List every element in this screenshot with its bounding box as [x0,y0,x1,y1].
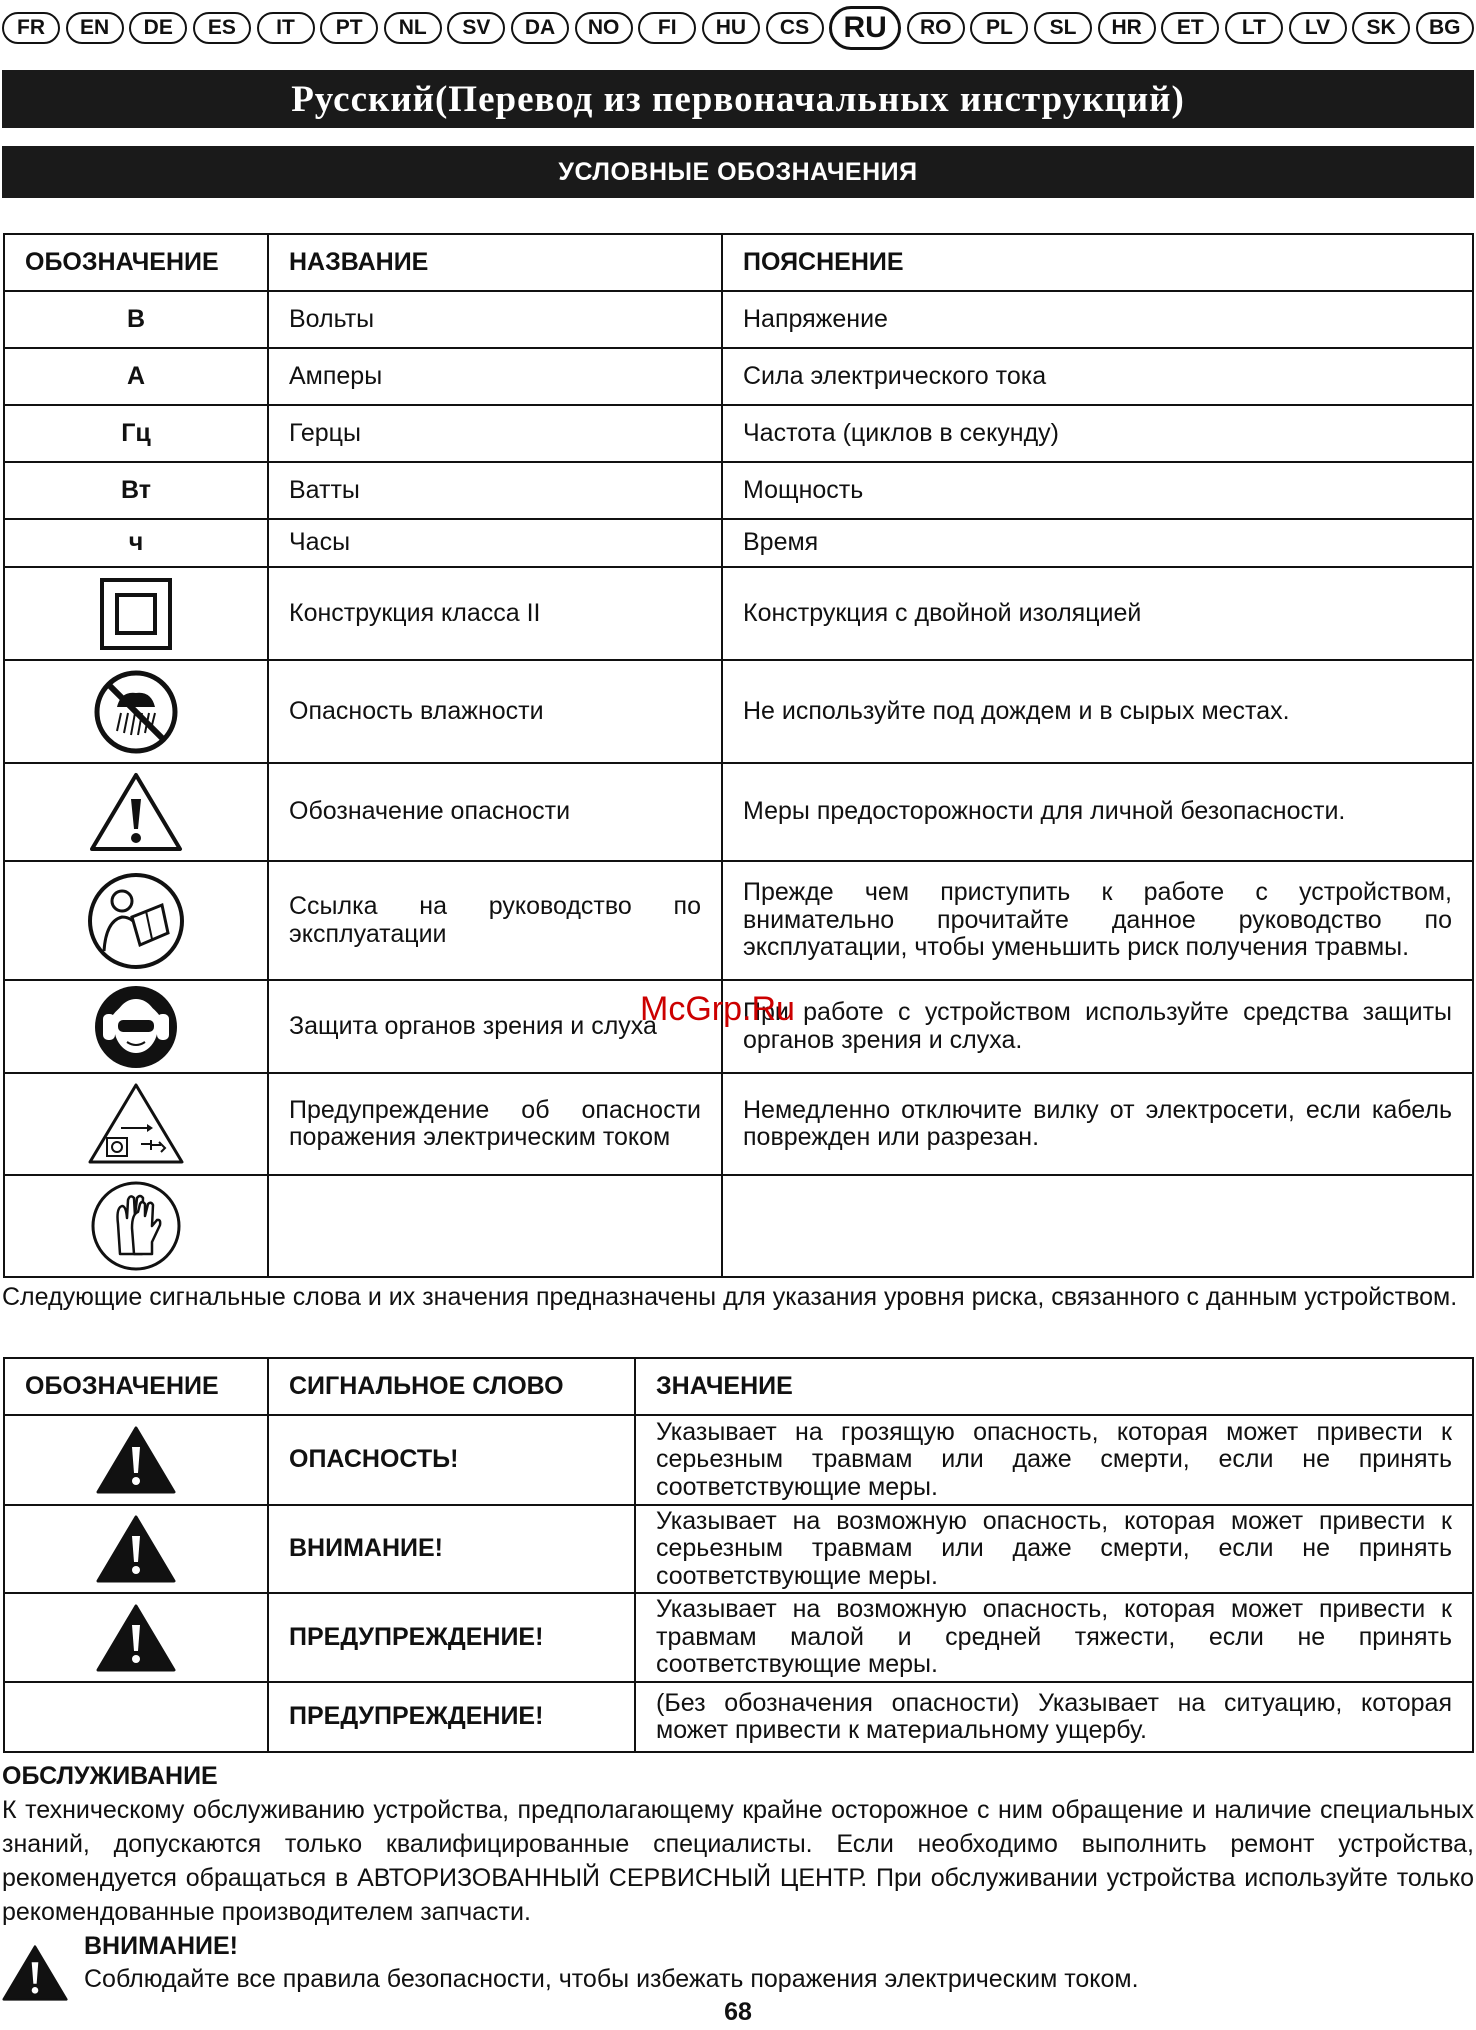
meaning-cell: (Без обозначения опасности) Указывает на ситуацию, которая может привести к материальному ущербу. [635,1682,1473,1752]
warning-text: Соблюдайте все правила безопасности, чтобы избежать поражения электрическим током. [84,1965,1139,1993]
description-cell: Мощность [722,462,1473,519]
signal-word-cell: ОПАСНОСТЬ! [268,1415,635,1505]
language-tab-ru[interactable]: RU [829,6,901,50]
table-row [4,291,1473,348]
table-row [4,1505,1473,1593]
table-row [4,519,1473,567]
name-cell: Ватты [268,462,722,519]
table-row [4,763,1473,861]
description-cell: Время [722,519,1473,567]
name-cell [268,1175,722,1277]
service-heading: ОБСЛУЖИВАНИЕ [2,1762,218,1790]
table-header-row [4,1358,1473,1415]
name-cell: Часы [268,519,722,567]
name-cell: Обозначение опасности [268,763,722,861]
table-row [4,1073,1473,1175]
table-row [4,660,1473,763]
watermark: McGrp.Ru [640,990,795,1028]
table-header-row [4,234,1473,291]
language-tab-bg[interactable]: BG [1416,12,1474,44]
language-tab-en[interactable]: EN [66,12,124,44]
column-header: СИГНАЛЬНОЕ СЛОВО [268,1358,635,1415]
warning-triangle-filled-icon [4,1505,268,1593]
column-header: ЗНАЧЕНИЕ [635,1358,1473,1415]
language-tab-hr[interactable]: HR [1098,12,1156,44]
table-row [4,348,1473,405]
service-text: К техническому обслуживанию устройства, предполагающему крайне осторожное с ним обращение и наличие специальных знаний, допускаются только квалифицированные специалисты. Если необходимо выполнить ремонт устройства, рекомендуется обращаться в АВТОРИЗОВАННЫЙ СЕРВИСНЫЙ ЦЕНТР. При обслуживании устройства используйте только рекомендованные производителем запчасти. [2,1796,1474,1926]
warning-triangle-filled-icon [4,1415,268,1505]
table-row [4,1415,1473,1505]
language-tab-lv[interactable]: LV [1289,12,1347,44]
description-cell: Меры предосторожности для личной безопасности. [722,763,1473,861]
language-tab-da[interactable]: DA [511,12,569,44]
name-cell: Ссылка на руководство по эксплуатации [268,861,722,980]
page-number: 68 [724,1998,752,2026]
page-title: Русский(Перевод из первоначальных инструкций) [2,70,1474,128]
signal-words-table [3,1357,1474,1753]
class-ii-double-square-icon [4,567,268,660]
meaning-cell: Указывает на грозящую опасность, которая может привести к серьезным травмам или даже смерти, если не принять соответствующие меры. [635,1415,1473,1505]
no-rain-icon [4,660,268,763]
name-cell: Защита органов зрения и слуха [268,980,722,1073]
language-tab-de[interactable]: DE [129,12,187,44]
warning-title: ВНИМАНИЕ! [84,1932,238,1960]
column-header: НАЗВАНИЕ [268,234,722,291]
eye-ear-protection-icon [4,980,268,1073]
language-tab-et[interactable]: ET [1161,12,1219,44]
name-cell: Предупреждение об опасности поражения электрическим током [268,1073,722,1175]
table-row [4,567,1473,660]
language-tab-es[interactable]: ES [193,12,251,44]
language-tab-no[interactable]: NO [575,12,633,44]
column-header: ОБОЗНАЧЕНИЕ [4,1358,268,1415]
signal-intro-text: Следующие сигнальные слова и их значения предназначены для указания уровня риска, связанного с данным устройством. [2,1283,1458,1311]
table-row [4,462,1473,519]
meaning-cell: Указывает на возможную опасность, которая может привести к травмам малой и средней тяжести, если не принять соответствующие меры. [635,1593,1473,1682]
description-cell: Прежде чем приступить к работе с устройством, внимательно прочитайте данное руководство по эксплуатации, чтобы уменьшить риск получения травмы. [722,861,1473,980]
language-tab-pl[interactable]: PL [970,12,1028,44]
name-cell: Амперы [268,348,722,405]
description-cell: Конструкция с двойной изоляцией [722,567,1473,660]
empty-symbol-cell [4,1682,268,1752]
meaning-cell: Указывает на возможную опасность, которая может привести к серьезным травмам или даже смерти, если не принять соответствующие меры. [635,1505,1473,1593]
language-tab-nl[interactable]: NL [384,12,442,44]
column-header: ПОЯСНЕНИЕ [722,234,1473,291]
language-tab-ro[interactable]: RO [907,12,965,44]
language-tab-cs[interactable]: CS [766,12,824,44]
name-cell: Конструкция класса II [268,567,722,660]
warning-triangle-outline-icon [4,763,268,861]
language-tab-fi[interactable]: FI [638,12,696,44]
symbol-cell: В [4,291,268,348]
electric-shock-warning-icon [4,1073,268,1175]
language-tab-it[interactable]: IT [257,12,315,44]
symbol-cell: А [4,348,268,405]
name-cell: Опасность влажности [268,660,722,763]
language-tab-sk[interactable]: SK [1352,12,1410,44]
column-header: ОБОЗНАЧЕНИЕ [4,234,268,291]
table-row [4,1593,1473,1682]
symbol-cell: Гц [4,405,268,462]
read-manual-icon [4,861,268,980]
gloves-icon [4,1175,268,1277]
section-title: УСЛОВНЫЕ ОБОЗНАЧЕНИЯ [2,146,1474,198]
table-row [4,861,1473,980]
warning-triangle-filled-icon [2,1944,68,2002]
name-cell: Вольты [268,291,722,348]
language-tab-pt[interactable]: PT [320,12,378,44]
language-tab-fr[interactable]: FR [2,12,60,44]
language-tab-sv[interactable]: SV [447,12,505,44]
name-cell: Герцы [268,405,722,462]
description-cell: Немедленно отключите вилку от электросети, если кабель поврежден или разрезан. [722,1073,1473,1175]
signal-word-cell: ВНИМАНИЕ! [268,1505,635,1593]
description-cell: При работе с устройством используйте средства защиты органов зрения и слуха. [722,980,1473,1073]
description-cell [722,1175,1473,1277]
language-tab-sl[interactable]: SL [1034,12,1092,44]
language-bar [2,8,1474,48]
table-row [4,1682,1473,1752]
description-cell: Не используйте под дождем и в сырых местах. [722,660,1473,763]
language-tab-lt[interactable]: LT [1225,12,1283,44]
description-cell: Сила электрического тока [722,348,1473,405]
language-tab-hu[interactable]: HU [702,12,760,44]
symbols-table [3,233,1474,1278]
signal-word-cell: ПРЕДУПРЕЖДЕНИЕ! [268,1593,635,1682]
signal-word-cell: ПРЕДУПРЕЖДЕНИЕ! [268,1682,635,1752]
description-cell: Частота (циклов в секунду) [722,405,1473,462]
table-row [4,405,1473,462]
table-row [4,1175,1473,1277]
symbol-cell: Вт [4,462,268,519]
symbol-cell: ч [4,519,268,567]
warning-triangle-filled-icon [4,1593,268,1682]
description-cell: Напряжение [722,291,1473,348]
